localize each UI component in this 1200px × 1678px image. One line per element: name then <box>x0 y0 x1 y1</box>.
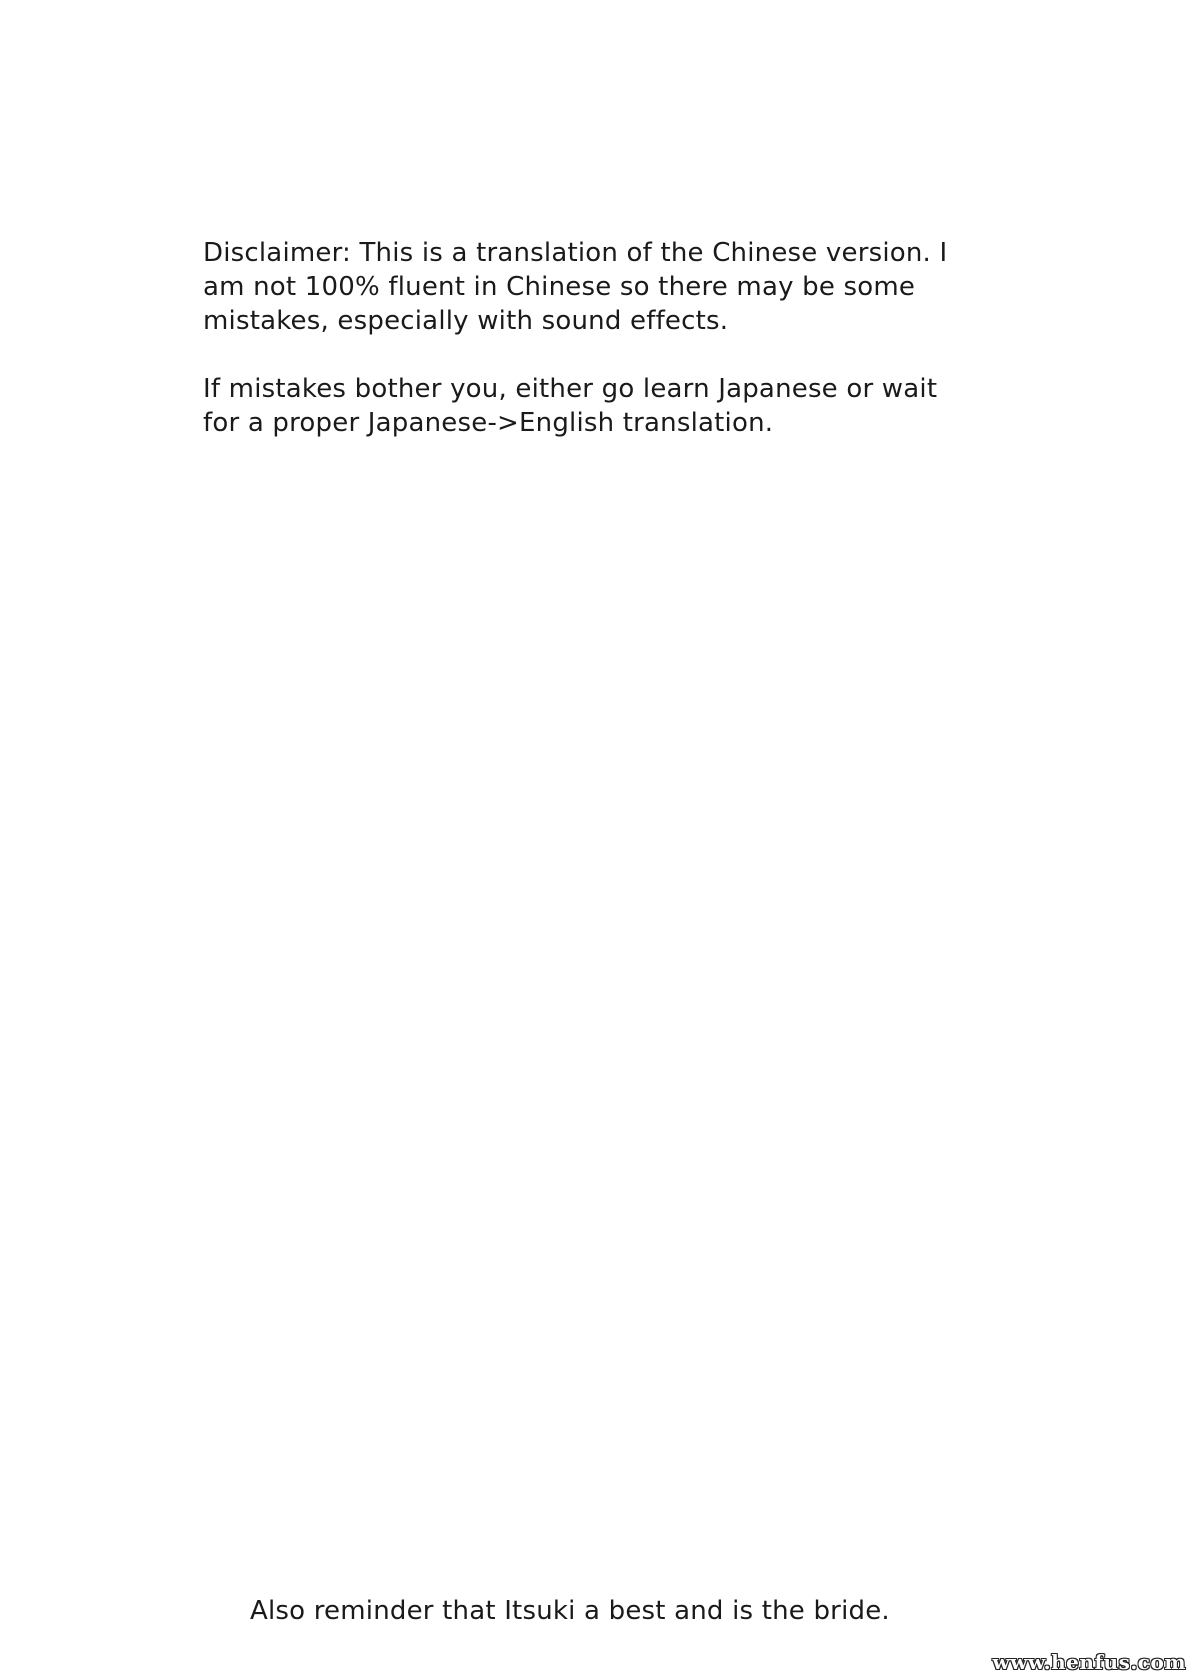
reminder-text: Also reminder that Itsuki a best and is the bride. <box>250 1596 890 1626</box>
disclaimer-block <box>203 236 1003 440</box>
disclaimer-paragraph: Disclaimer: This is a translation of the Chinese version. I am not 100% fluent in Chinese so there may be some mistakes, especially with sound effects. <box>203 238 948 336</box>
mistakes-paragraph: If mistakes bother you, either go learn Japanese or wait for a proper Japanese->English translation. <box>203 374 938 438</box>
site-watermark: www.henfus.com <box>992 1650 1186 1674</box>
